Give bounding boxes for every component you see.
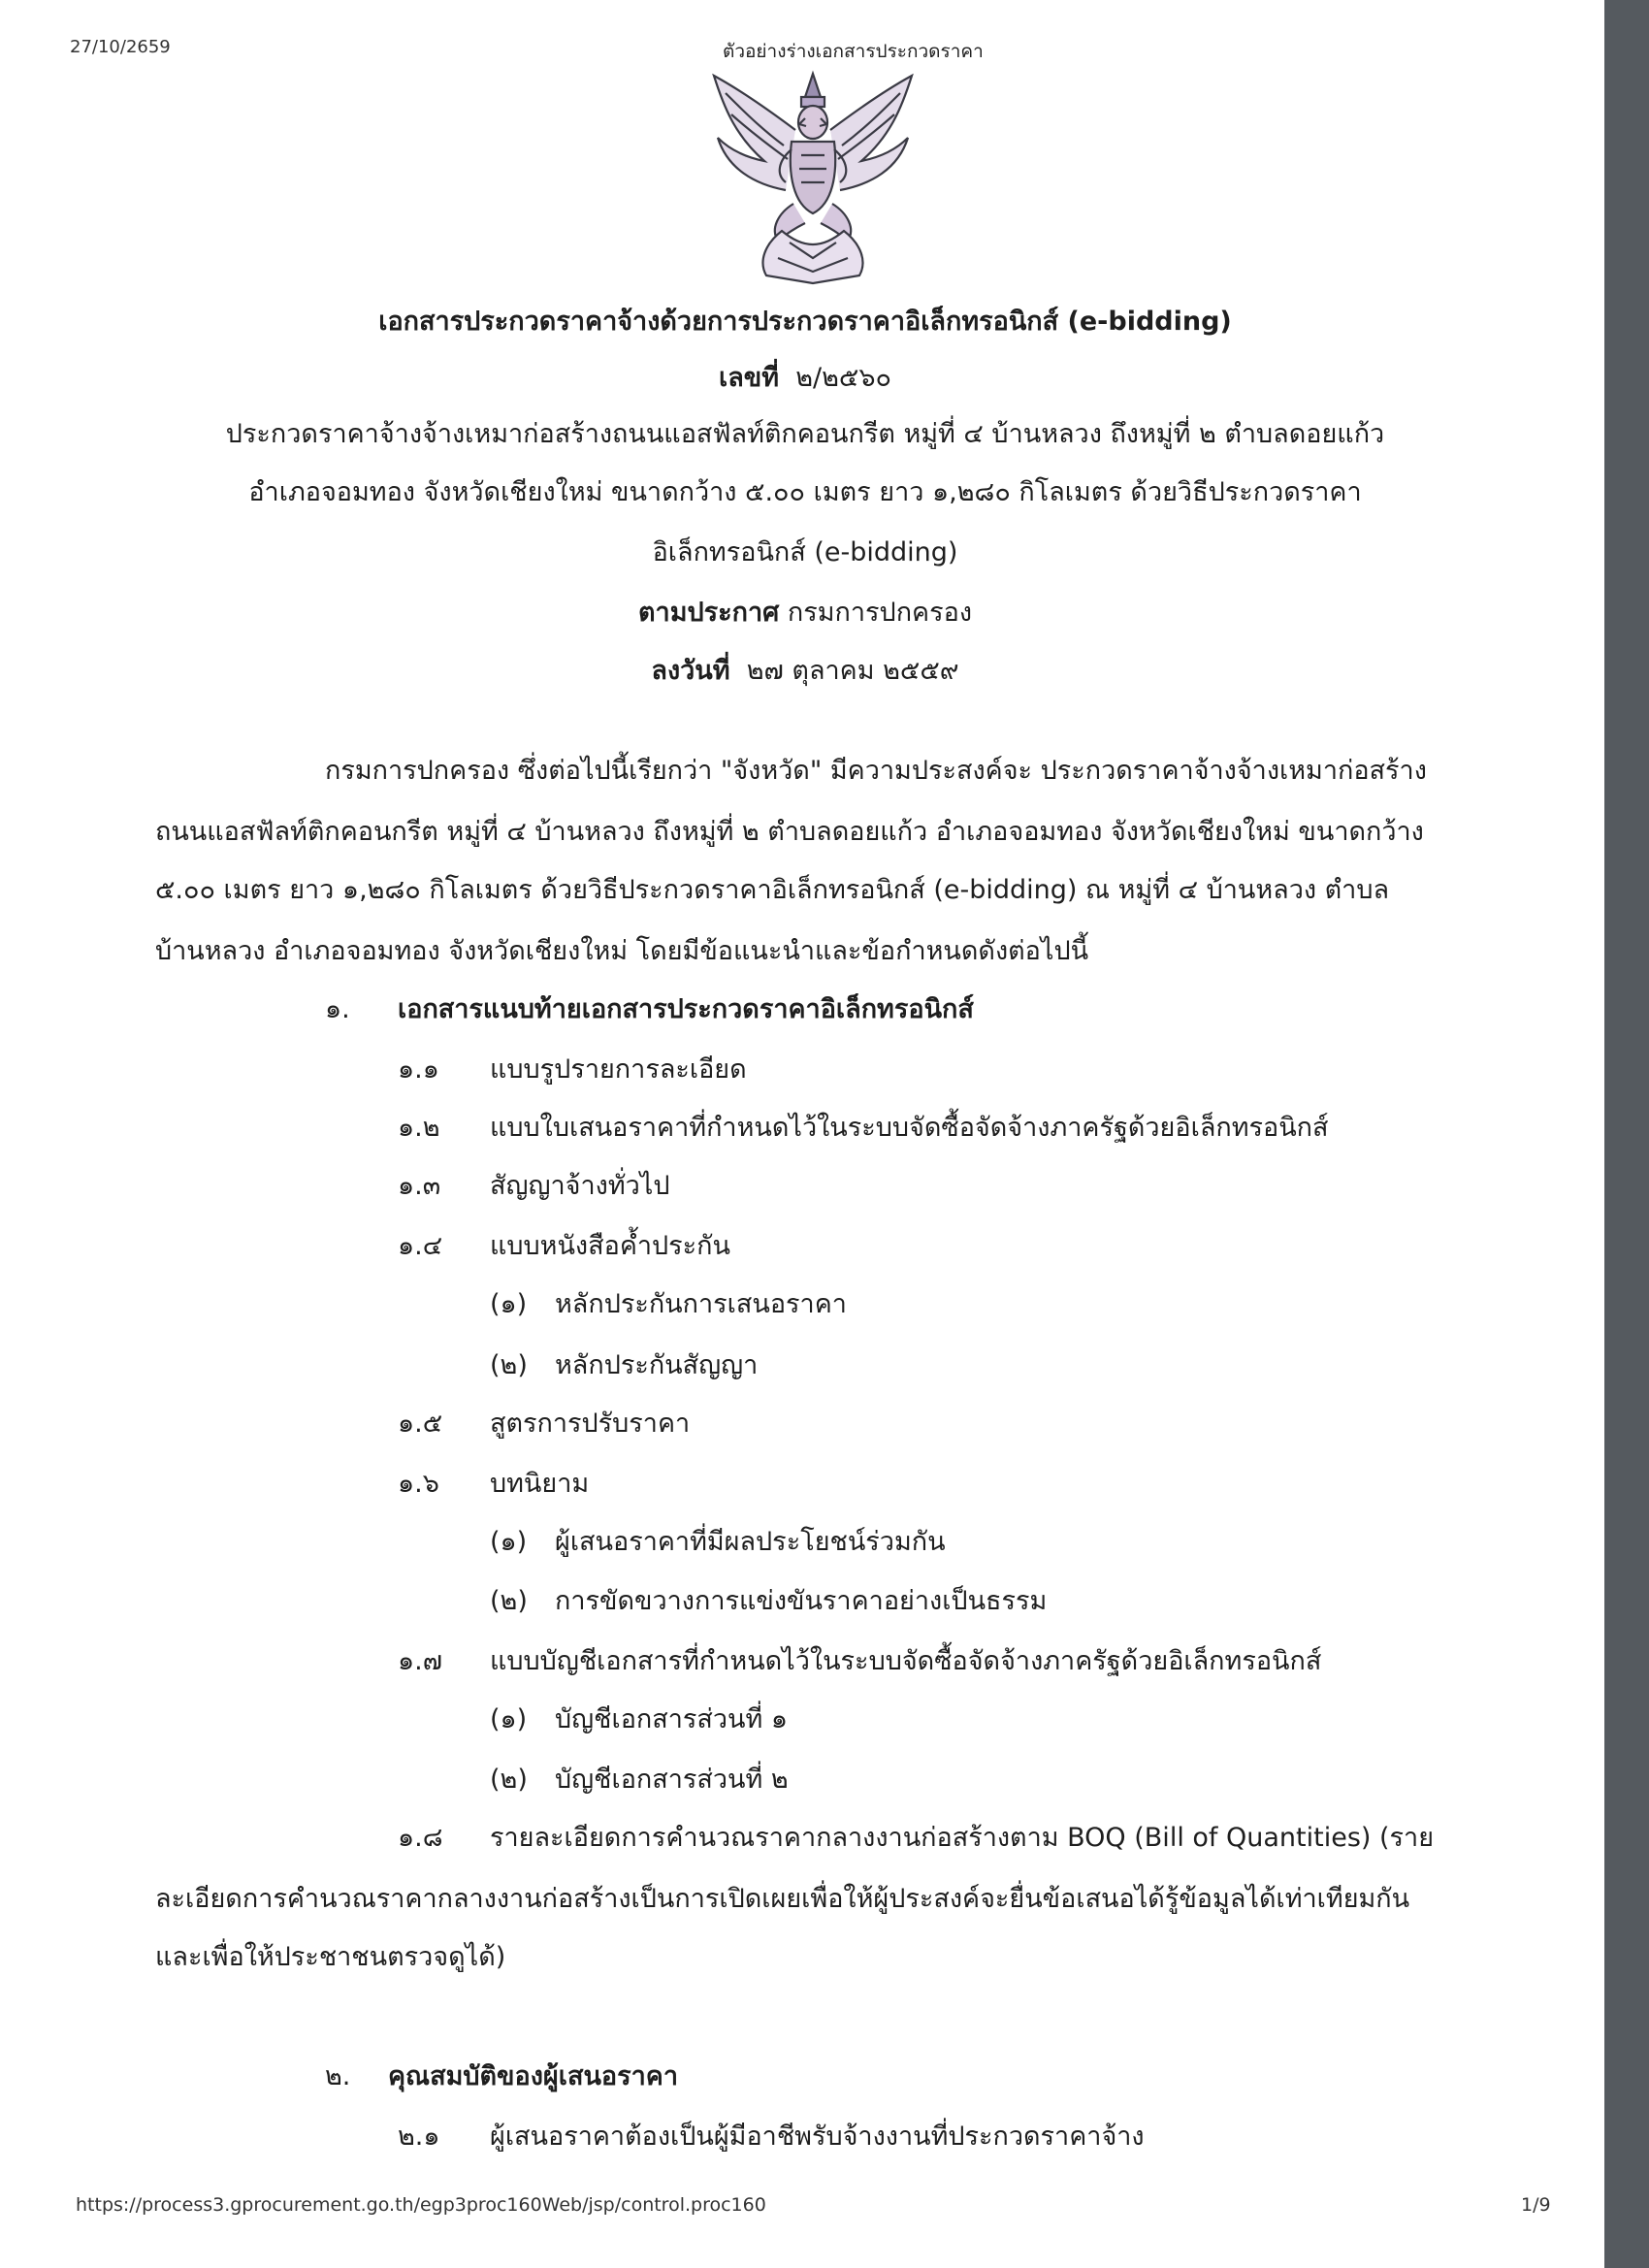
section-1-number: ๑. <box>325 994 350 1024</box>
item-number: ๑.๕ <box>398 1409 443 1439</box>
item-continuation: และเพื่อให้ประชาชนตรวจดูได้) <box>155 1942 506 1972</box>
subitem-number: (๑) <box>490 1289 528 1319</box>
header-draft-title: ตัวอย่างร่างเอกสารประกวดราคา <box>723 41 984 62</box>
item-text: แบบรูปรายการละเอียด <box>490 1054 747 1085</box>
announcement-date-value: ๒๗ ตุลาคม ๒๕๕๙ <box>746 656 959 686</box>
item-text: แบบบัญชีเอกสารที่กำหนดไว้ในระบบจัดซื้อจัดจ้างภาครัฐด้วยอิเล็กทรอนิกส์ <box>490 1646 1322 1676</box>
item-text: รายละเอียดการคำนวณราคากลางงานก่อสร้างตาม BOQ (Bill of Quantities) (ราย <box>490 1823 1435 1853</box>
subitem-number: (๒) <box>490 1765 528 1795</box>
intro-line-1: กรมการปกครอง ซึ่งต่อไปนี้เรียกว่า "จังหวัด" มีความประสงค์จะ ประกวดราคาจ้างจ้างเหมาก่อสร้าง <box>325 756 1427 786</box>
document-number-value: ๒/๒๕๖๐ <box>795 363 891 393</box>
item-text: แบบหนังสือค้ำประกัน <box>490 1231 730 1261</box>
item-number: ๑.๓ <box>398 1171 441 1201</box>
item-text: แบบใบเสนอราคาที่กำหนดไว้ในระบบจัดซื้อจัดจ้างภาครัฐด้วยอิเล็กทรอนิกส์ <box>490 1113 1329 1143</box>
section-1-title: เอกสารแนบท้ายเอกสารประกวดราคาอิเล็กทรอนิกส์ <box>398 994 974 1024</box>
document-number <box>107 361 1504 395</box>
intro-line-4: บ้านหลวง อำเภอจอมทอง จังหวัดเชียงใหม่ โดยมีข้อแนะนำและข้อกำหนดดังต่อไปนี้ <box>155 936 1089 966</box>
item-number: ๑.๖ <box>398 1469 439 1499</box>
item-number: ๑.๔ <box>398 1231 443 1261</box>
intro-line-3: ๕.๐๐ เมตร ยาว ๑,๒๘๐ กิโลเมตร ด้วยวิธีประกวดราคาอิเล็กทรอนิกส์ (e-bidding) ณ หมู่ที่ ๔ บ้านหลวง ตำบล <box>155 875 1390 905</box>
subitem-text: หลักประกันการเสนอราคา <box>555 1289 847 1319</box>
item-text: บทนิยาม <box>490 1469 590 1499</box>
project-line-1: ประกวดราคาจ้างจ้างเหมาก่อสร้างถนนแอสฟัลท์ติกคอนกรีต หมู่ที่ ๔ บ้านหลวง ถึงหมู่ที่ ๒ ตำบลดอยแก้ว <box>225 419 1385 449</box>
announcement <box>107 596 1504 630</box>
item-text: สัญญาจ้างทั่วไป <box>490 1171 670 1201</box>
item-text: สูตรการปรับราคา <box>490 1409 691 1439</box>
item-text: ผู้เสนอราคาต้องเป็นผู้มีอาชีพรับจ้างงานที่ประกวดราคาจ้าง <box>490 2122 1145 2152</box>
footer-page-number: 1/9 <box>1521 2194 1551 2216</box>
subitem-text: การขัดขวางการแข่งขันราคาอย่างเป็นธรรม <box>555 1586 1048 1616</box>
subitem-text: ผู้เสนอราคาที่มีผลประโยชน์ร่วมกัน <box>555 1527 946 1557</box>
project-line-3: อิเล็กทรอนิกส์ (e-bidding) <box>652 537 958 567</box>
project-line-2: อำเภอจอมทอง จังหวัดเชียงใหม่ ขนาดกว้าง ๕.๐๐ เมตร ยาว ๑,๒๘๐ กิโลเมตร ด้วยวิธีประกวดราคา <box>248 477 1362 507</box>
header-date: 27/10/2659 <box>70 37 171 57</box>
subitem-text: หลักประกันสัญญา <box>555 1350 759 1380</box>
announcement-label: ตามประกาศ <box>638 598 780 628</box>
section-2-number: ๒. <box>325 2061 351 2091</box>
subitem-number: (๑) <box>490 1527 528 1557</box>
subitem-number: (๒) <box>490 1586 528 1616</box>
item-number: ๑.๑ <box>398 1054 439 1085</box>
item-continuation: ละเอียดการคำนวณราคากลางงานก่อสร้างเป็นการเปิดเผยเพื่อให้ผู้ประสงค์จะยื่นข้อเสนอได้รู้ข้อมูลได้เท่าเทียมกัน <box>155 1884 1410 1914</box>
garuda-emblem-icon <box>696 68 929 291</box>
announcement-date <box>107 654 1504 688</box>
announcement-value: กรมการปกครอง <box>787 598 972 628</box>
subitem-number: (๒) <box>490 1350 528 1380</box>
item-number: ๑.๒ <box>398 1113 440 1143</box>
section-2-title: คุณสมบัติของผู้เสนอราคา <box>388 2061 679 2091</box>
document-number-label: เลขที่ <box>719 363 780 393</box>
item-number: ๑.๘ <box>398 1823 443 1853</box>
document-title: เอกสารประกวดราคาจ้างด้วยการประกวดราคาอิเล็กทรอนิกส์ (e-bidding) <box>378 307 1232 337</box>
item-number: ๒.๑ <box>398 2122 440 2152</box>
announcement-date-label: ลงวันที่ <box>651 656 730 686</box>
subitem-number: (๑) <box>490 1704 528 1734</box>
footer-url: https://process3.gprocurement.go.th/egp3proc160Web/jsp/control.proc160 <box>76 2194 766 2216</box>
scan-edge <box>1604 0 1649 2268</box>
item-number: ๑.๗ <box>398 1646 443 1676</box>
intro-line-2: ถนนแอสฟัลท์ติกคอนกรีต หมู่ที่ ๔ บ้านหลวง ถึงหมู่ที่ ๒ ตำบลดอยแก้ว อำเภอจอมทอง จังหวัดเชียงใหม่ ขนาดกว้าง <box>155 817 1424 847</box>
subitem-text: บัญชีเอกสารส่วนที่ ๒ <box>555 1765 789 1795</box>
subitem-text: บัญชีเอกสารส่วนที่ ๑ <box>555 1704 789 1734</box>
